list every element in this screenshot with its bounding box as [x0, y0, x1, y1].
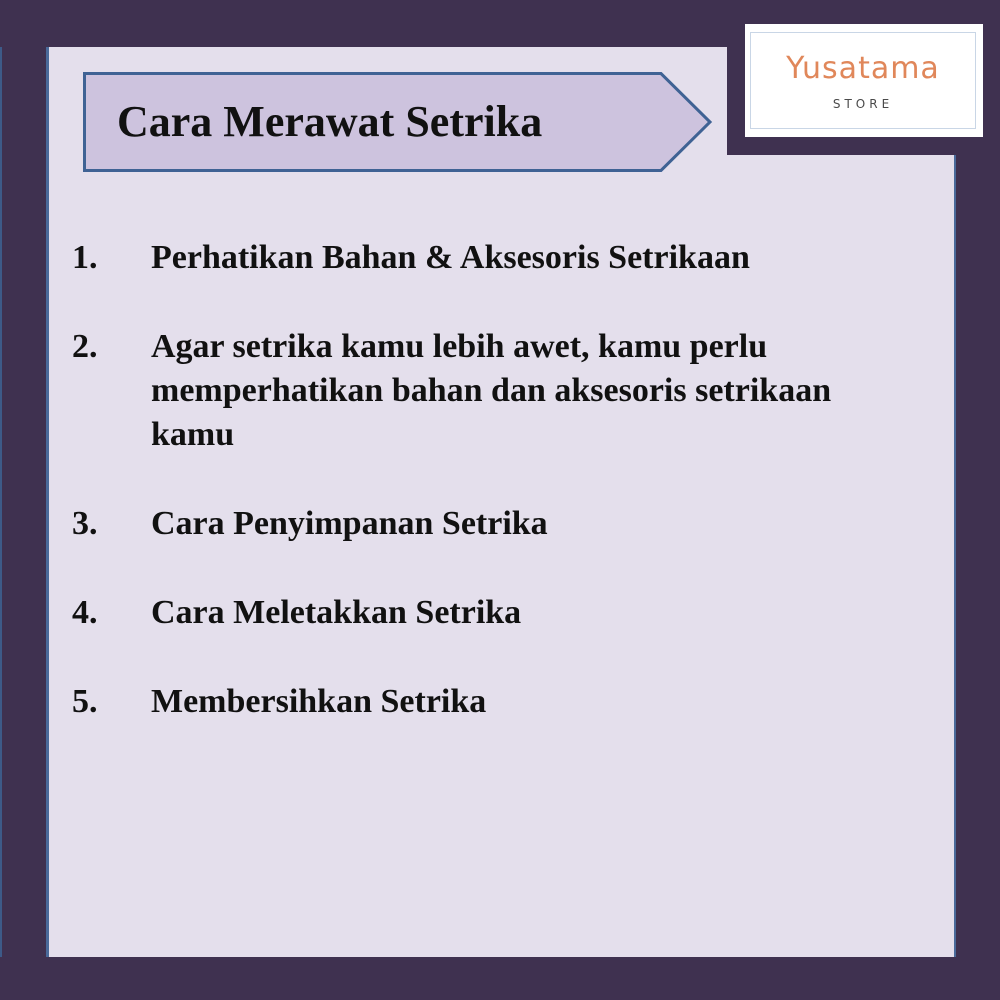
store-logo — [745, 24, 983, 137]
list-item — [72, 325, 912, 457]
item-text: Cara Penyimpanan Setrika — [151, 505, 548, 542]
item-text: Cara Meletakkan Setrika — [151, 594, 522, 631]
list-item — [72, 502, 912, 546]
item-text: Agar setrika kamu lebih awet, kamu perlu memperhatikan bahan dan aksesoris setrikaan kamu — [151, 328, 832, 453]
item-number: 1. — [72, 239, 98, 276]
page-title: Cara Merawat Setrika — [117, 97, 543, 146]
item-number: 2. — [72, 328, 98, 365]
logo-subtitle: STORE — [832, 97, 894, 111]
care-steps-list — [72, 236, 912, 769]
item-text: Membersihkan Setrika — [151, 683, 487, 720]
left-edge-line — [0, 47, 2, 957]
list-item — [72, 680, 912, 724]
item-text: Perhatikan Bahan & Aksesoris Setrikaan — [151, 239, 750, 276]
logo-name: Yusatama — [786, 51, 940, 86]
title-banner — [83, 72, 713, 172]
list-item — [72, 236, 912, 280]
item-number: 3. — [72, 505, 98, 542]
list-item — [72, 591, 912, 635]
item-number: 5. — [72, 683, 98, 720]
item-number: 4. — [72, 594, 98, 631]
logo-frame — [750, 32, 976, 129]
